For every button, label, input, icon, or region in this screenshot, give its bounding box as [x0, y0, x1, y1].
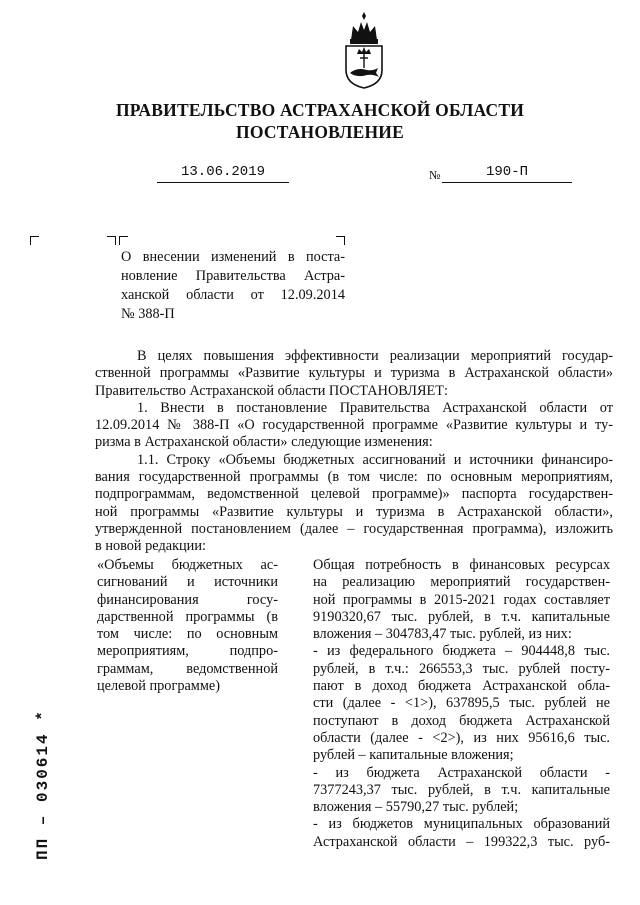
corner-mark-subject-inner — [119, 236, 128, 245]
body-line: подпрограммам, ведомственной целевой программе)» паспорта государствен- — [95, 486, 613, 503]
document-date: 13.06.2019 — [180, 164, 265, 180]
table-right-line: рублей – капитальные вложения; — [313, 747, 514, 764]
table-right-line: вложения – 304783,47 тыс. рублей, из них: — [313, 626, 572, 643]
table-right-line: 7377243,37 тыс. рублей, в т.ч. капитальные — [313, 781, 610, 798]
document-subject — [121, 248, 345, 324]
table-left-line: финансирования госу- — [97, 591, 278, 608]
corner-mark-subject-left — [107, 236, 116, 245]
corner-mark-left — [30, 236, 39, 245]
number-sign: № — [429, 168, 441, 182]
subject-line: ханской области от 12.09.2014 — [121, 287, 345, 303]
table-left-line: мероприятиям, подпро- — [97, 643, 278, 660]
table-right-line: ной программы в 2015-2021 годах составляет — [313, 591, 610, 608]
table-left-line: граммам, ведомственной — [97, 660, 278, 677]
body-line: ризма в Астраханской области» следующие изменения: — [95, 434, 433, 451]
body-line: в новой редакции: — [95, 538, 206, 555]
table-right-line: - из федерального бюджета – 904448,8 тыс. — [313, 643, 610, 660]
table-left-line: сигнований и источники — [97, 574, 278, 591]
body-line: 1.1. Строку «Объемы бюджетных ассигнований и источники финансиро- — [137, 451, 613, 468]
body-line: ной программы «Развитие культуры и туризма в Астраханской области», — [95, 503, 613, 520]
body-line: утвержденной постановлением (далее – государственная программа), изложить — [95, 520, 613, 537]
number-underline — [442, 182, 572, 183]
date-underline — [157, 182, 289, 183]
table-left-line: дарственной программы (в — [97, 608, 278, 625]
table-left-line: целевой программе) — [97, 678, 221, 695]
table-right-line: - из бюджета Астраханской области - — [313, 764, 610, 781]
body-line: 12.09.2014 № 388-П «О государственной программе «Развитие культуры и ту- — [95, 417, 613, 434]
body-line: В целях повышения эффективности реализации мероприятий государ- — [137, 348, 613, 364]
table-left-line: «Объемы бюджетных ас- — [97, 557, 278, 573]
table-right-line: пают в доход бюджета Астраханской обла- — [313, 678, 610, 695]
coat-of-arms-emblem — [341, 10, 387, 90]
table-right-line: - из бюджетов муниципальных образований — [313, 816, 610, 833]
side-serial-stamp: ПП – 030614 * — [34, 709, 52, 860]
table-right-line: 9190320,67 тыс. рублей, в т.ч. капитальные — [313, 608, 610, 625]
funding-row-label — [97, 557, 278, 695]
body-line: Правительство Астраханской области ПОСТАНОВЛЯЕТ: — [95, 382, 448, 399]
table-right-line: рублей, в т.ч.: 266553,3 тыс. рублей посту- — [313, 660, 610, 677]
body-line: 1. Внести в постановление Правительства Астраханской области от — [137, 399, 613, 416]
table-right-line: сти (далее - <1>), 637895,5 тыс. рублей не — [313, 695, 610, 712]
subject-line: № 388-П — [121, 306, 175, 322]
table-left-line: том числе: по основным — [97, 626, 278, 643]
corner-mark-subject-right — [336, 236, 345, 245]
table-right-line: на реализацию мероприятий государствен- — [313, 574, 610, 591]
document-body — [95, 348, 613, 556]
subject-line: новление Правительства Астра- — [121, 268, 345, 284]
table-right-line: вложения – 55790,27 тыс. рублей; — [313, 799, 519, 816]
government-title: ПРАВИТЕЛЬСТВО АСТРАХАНСКОЙ ОБЛАСТИ — [115, 100, 525, 120]
funding-row-value — [313, 557, 610, 851]
table-right-line: Общая потребность в финансовых ресурсах — [313, 557, 610, 573]
document-number: 190-П — [485, 164, 528, 180]
table-right-line: Астраханской области – 199322,3 тыс. руб- — [313, 833, 610, 850]
body-line: ственной программы «Развитие культуры и туризма в Астраханской области» — [95, 365, 613, 382]
table-right-line: поступают в доход бюджета Астраханской — [313, 712, 610, 729]
body-line: вания государственной программы (в том числе: по основным мероприятиям, — [95, 469, 613, 486]
subject-line: О внесении изменений в поста- — [121, 249, 345, 265]
document-type-title: ПОСТАНОВЛЕНИЕ — [236, 122, 404, 142]
table-right-line: области (далее - <2>), из них 95616,6 тыс. — [313, 729, 610, 746]
